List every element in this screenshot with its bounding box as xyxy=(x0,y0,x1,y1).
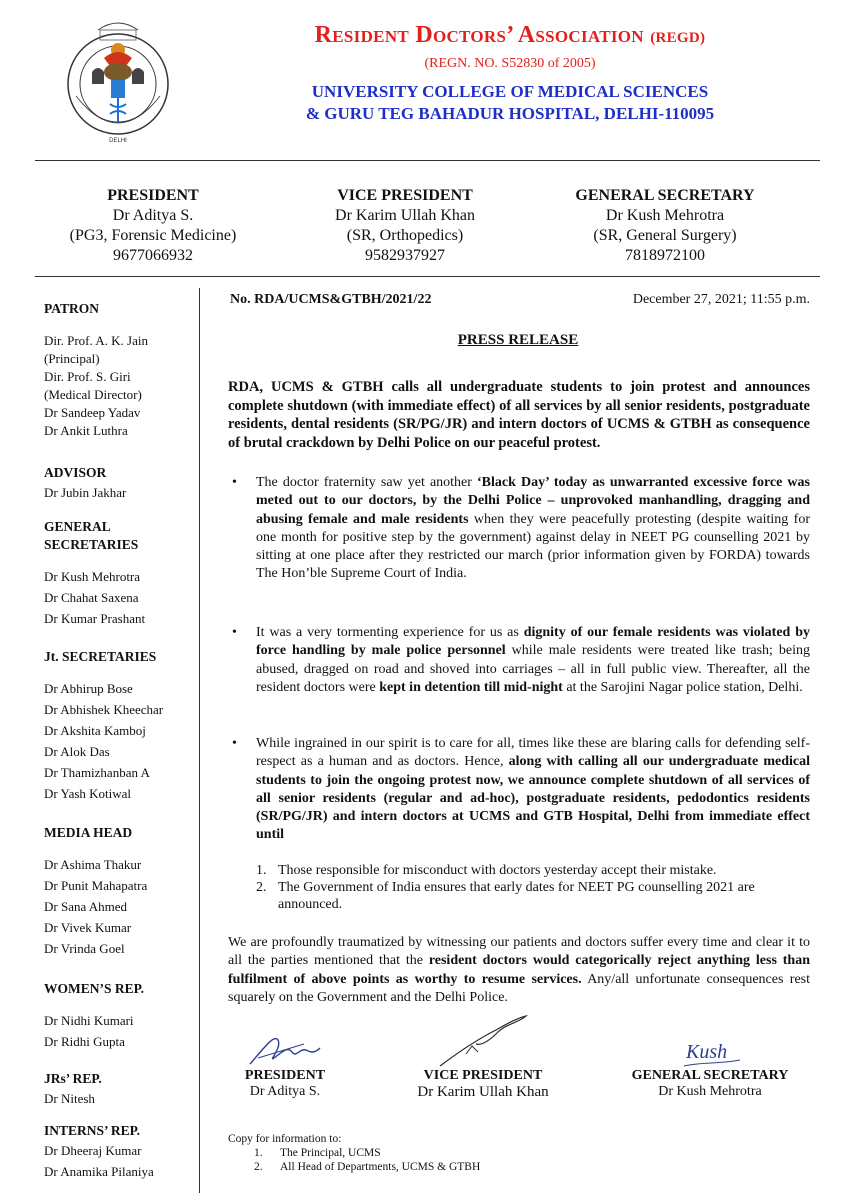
officer-phone: 9582937927 xyxy=(365,247,445,264)
bullet-text: while male residents were treated like trash; being abused, dragged on road and shoved into carriages – all in full public view. Thereafter, all the resident doctors were xyxy=(256,643,811,695)
sidebar-section-patron xyxy=(44,300,196,440)
sidebar-section-womens-rep xyxy=(44,980,196,1052)
list-item: Dr Jubin Jakhar xyxy=(44,485,127,500)
section-heading: GENERAL xyxy=(44,519,111,534)
list-item: Dr Sana Ahmed xyxy=(44,899,128,914)
copy-text: All Head of Departments, UCMS & GTBH xyxy=(280,1161,481,1173)
bullet-text: While ingrained in our spirit is to care for all, times like these are blaring calls for defending self-respect as a human and as doctors. Hence, xyxy=(256,736,810,770)
press-release-heading: PRESS RELEASE xyxy=(457,332,579,348)
list-item: Dr Vivek Kumar xyxy=(44,920,132,935)
conclusion-text: We are profoundly traumatized by witnessing our patients and doctors suffer every time and clear it to all the parties mentioned that the xyxy=(228,935,810,969)
bullet-icon: • xyxy=(232,475,237,490)
section-heading: INTERNS’ REP. xyxy=(44,1123,141,1138)
signature-block-vice-president xyxy=(388,1068,578,1101)
header-divider xyxy=(35,160,820,161)
sidebar-section-media-head xyxy=(44,824,196,959)
signature-role: GENERAL SECRETARY xyxy=(631,1068,789,1083)
bullet-text-bold: kept in detention till mid-night xyxy=(379,679,563,695)
copy-text: The Principal, UCMS xyxy=(280,1147,381,1159)
list-item: (Medical Director) xyxy=(44,387,142,402)
list-item: Dr Punit Mahapatra xyxy=(44,878,148,893)
svg-text:DELHI: DELHI xyxy=(109,138,127,144)
demand-item xyxy=(256,862,811,879)
demand-text: Those responsible for misconduct with doctors yesterday accept their mistake. xyxy=(278,863,717,878)
officer-detail: (PG3, Forensic Medicine) xyxy=(69,227,237,244)
officer-general-secretary xyxy=(540,186,790,266)
signature-role: VICE PRESIDENT xyxy=(423,1068,543,1083)
list-item: Dir. Prof. A. K. Jain xyxy=(44,333,148,348)
institution-line-1: UNIVERSITY COLLEGE OF MEDICAL SCIENCES xyxy=(311,82,709,101)
copy-number: 2. xyxy=(254,1161,263,1173)
list-item: Dr Anamika Pilaniya xyxy=(44,1164,154,1179)
conclusion-text: Any/all unfortunate consequences rest squarely on the Government and the Delhi Police. xyxy=(228,971,810,1005)
officer-role: PRESIDENT xyxy=(107,187,199,204)
demand-text: The Government of India ensures that early dates for NEET PG counselling 2021 are announced. xyxy=(278,880,755,912)
demand-item xyxy=(256,879,811,913)
bullet-point xyxy=(232,735,810,845)
signature-block-president xyxy=(220,1068,350,1100)
signature-name: Dr Karim Ullah Khan xyxy=(417,1084,549,1100)
sidebar-section-advisor xyxy=(44,464,196,503)
bullet-icon: • xyxy=(232,736,237,751)
bullet-point xyxy=(232,474,810,584)
signature-name: Dr Aditya S. xyxy=(249,1084,321,1099)
bullet-text-bold: dignity of our female residents was violated by force handling by male police personnel xyxy=(256,625,810,659)
section-heading: PATRON xyxy=(44,301,99,316)
list-item: Dr Ankit Luthra xyxy=(44,423,128,438)
sidebar-section-jt-secretaries xyxy=(44,648,196,804)
registration-number: (REGN. NO. S52830 of 2005) xyxy=(424,56,596,71)
bullet-text: at the Sarojini Nagar police station, Delhi. xyxy=(562,679,803,695)
signature-handwriting: Kush xyxy=(686,1041,728,1063)
list-item: Dr Akshita Kamboj xyxy=(44,723,146,738)
section-heading: JRs’ REP. xyxy=(44,1071,102,1086)
bullet-point xyxy=(232,624,811,697)
list-item xyxy=(228,1146,480,1160)
officer-phone: 7818972100 xyxy=(625,247,705,264)
intro-paragraph: RDA, UCMS & GTBH calls all undergraduate students to join protest and announces complete shutdown (with immediate effect) of all services by all senior residents, postgraduate residents, dental residents (SR/PG/JR) and intern doctors of UCMS & GTBH as consequence of brutal crackdown by Delhi Police on our peaceful protest. xyxy=(228,379,810,451)
list-item: Dr Abhirup Bose xyxy=(44,681,133,696)
list-item: Dr Nidhi Kumari xyxy=(44,1013,134,1028)
bullet-text: It was a very tormenting experience for us as xyxy=(256,625,524,640)
list-item xyxy=(228,1160,480,1174)
officer-role: GENERAL SECRETARY xyxy=(575,187,755,204)
sidebar-section-interns-rep xyxy=(44,1122,196,1182)
list-item: Dr Yash Kotiwal xyxy=(44,786,132,801)
copy-heading: Copy for information to: xyxy=(228,1133,342,1145)
list-item: Dr Nitesh xyxy=(44,1091,95,1106)
demand-number: 1. xyxy=(256,863,267,878)
signature-name: Dr Kush Mehrotra xyxy=(658,1084,762,1099)
officer-detail: (SR, General Surgery) xyxy=(593,227,737,244)
officer-name: Dr Aditya S. xyxy=(112,207,194,224)
bullet-text-bold: along with calling all our undergraduate medical students to join the ongoing protest now, we announce complete shutdown of all services of all senior residents (regular and ad-hoc), postgraduate residents, pedodontics residents (SR/PG/JR) and intern doctors at UCMS and GTB Hospital, Delhi from immediate effect until xyxy=(256,754,810,843)
college-logo xyxy=(62,10,174,150)
section-heading: ADVISOR xyxy=(44,465,107,480)
org-title-main: Resident Doctors’ Association xyxy=(314,22,644,48)
signature-vice-president-image xyxy=(436,1010,536,1070)
org-title xyxy=(190,22,830,49)
sidebar-section-jrs-rep xyxy=(44,1070,196,1109)
officer-phone: 9677066932 xyxy=(113,247,193,264)
list-item: Dr Sandeep Yadav xyxy=(44,405,141,420)
signature-role: PRESIDENT xyxy=(244,1068,326,1083)
institution-line-2: & GURU TEG BAHADUR HOSPITAL, DELHI-110095 xyxy=(305,104,715,123)
reference-number: No. RDA/UCMS&GTBH/2021/22 xyxy=(230,292,432,307)
officer-role: VICE PRESIDENT xyxy=(337,187,473,204)
section-heading: SECRETARIES xyxy=(44,537,139,552)
list-item: Dr Alok Das xyxy=(44,744,110,759)
officer-name: Dr Karim Ullah Khan xyxy=(335,207,475,224)
bullet-text: The doctor fraternity saw yet another xyxy=(256,475,478,490)
copy-number: 1. xyxy=(254,1147,263,1159)
list-item: Dr Abhishek Kheechar xyxy=(44,702,164,717)
bullet-text-bold: ‘Black Day’ today as unwarranted excessive force was meted out to our doctors, by the Delhi Police – unprovoked manhandling, dragging and abusing female and male residents xyxy=(256,475,810,527)
list-item: Dr Kumar Prashant xyxy=(44,611,146,626)
conclusion-text-bold: resident doctors would categorically reject anything less than fulfilment of above points as worthy to resume services. xyxy=(228,953,810,987)
officer-president xyxy=(28,186,278,266)
list-item: (Principal) xyxy=(44,351,100,366)
org-title-regd: (REGD) xyxy=(650,30,706,46)
sidebar-divider xyxy=(199,288,200,1193)
officer-vice-president xyxy=(280,186,530,266)
officers-divider xyxy=(35,276,820,277)
list-item: Dir. Prof. S. Giri xyxy=(44,369,131,384)
list-item: Dr Chahat Saxena xyxy=(44,590,139,605)
copy-to-list xyxy=(228,1132,480,1174)
conclusion-paragraph xyxy=(228,934,810,1007)
sidebar-section-general-secretaries xyxy=(44,518,196,629)
list-item: Dr Kush Mehrotra xyxy=(44,569,141,584)
officer-name: Dr Kush Mehrotra xyxy=(605,207,725,224)
list-item: Dr Ridhi Gupta xyxy=(44,1034,125,1049)
list-item: Dr Ashima Thakur xyxy=(44,857,142,872)
officer-detail: (SR, Orthopedics) xyxy=(346,227,464,244)
letter-date: December 27, 2021; 11:55 p.m. xyxy=(632,292,810,307)
signature-president-image xyxy=(244,1028,324,1072)
bullet-icon: • xyxy=(232,625,237,640)
section-heading: MEDIA HEAD xyxy=(44,825,133,840)
list-item: Dr Vrinda Goel xyxy=(44,941,125,956)
list-item: Dr Thamizhanban A xyxy=(44,765,150,780)
demand-number: 2. xyxy=(256,880,267,895)
signature-block-general-secretary xyxy=(620,1068,800,1100)
bullet-text: when they were peacefully protesting (despite waiting for one month for positive step by the government) against delay in NEET PG counselling 2021 by sitting at one place after they restricted our march (prior information given by FORDA) towards The Hon’ble Supreme Court of India. xyxy=(256,511,810,582)
section-heading: WOMEN’S REP. xyxy=(44,981,145,996)
section-heading: Jt. SECRETARIES xyxy=(44,649,157,664)
list-item: Dr Dheeraj Kumar xyxy=(44,1143,142,1158)
